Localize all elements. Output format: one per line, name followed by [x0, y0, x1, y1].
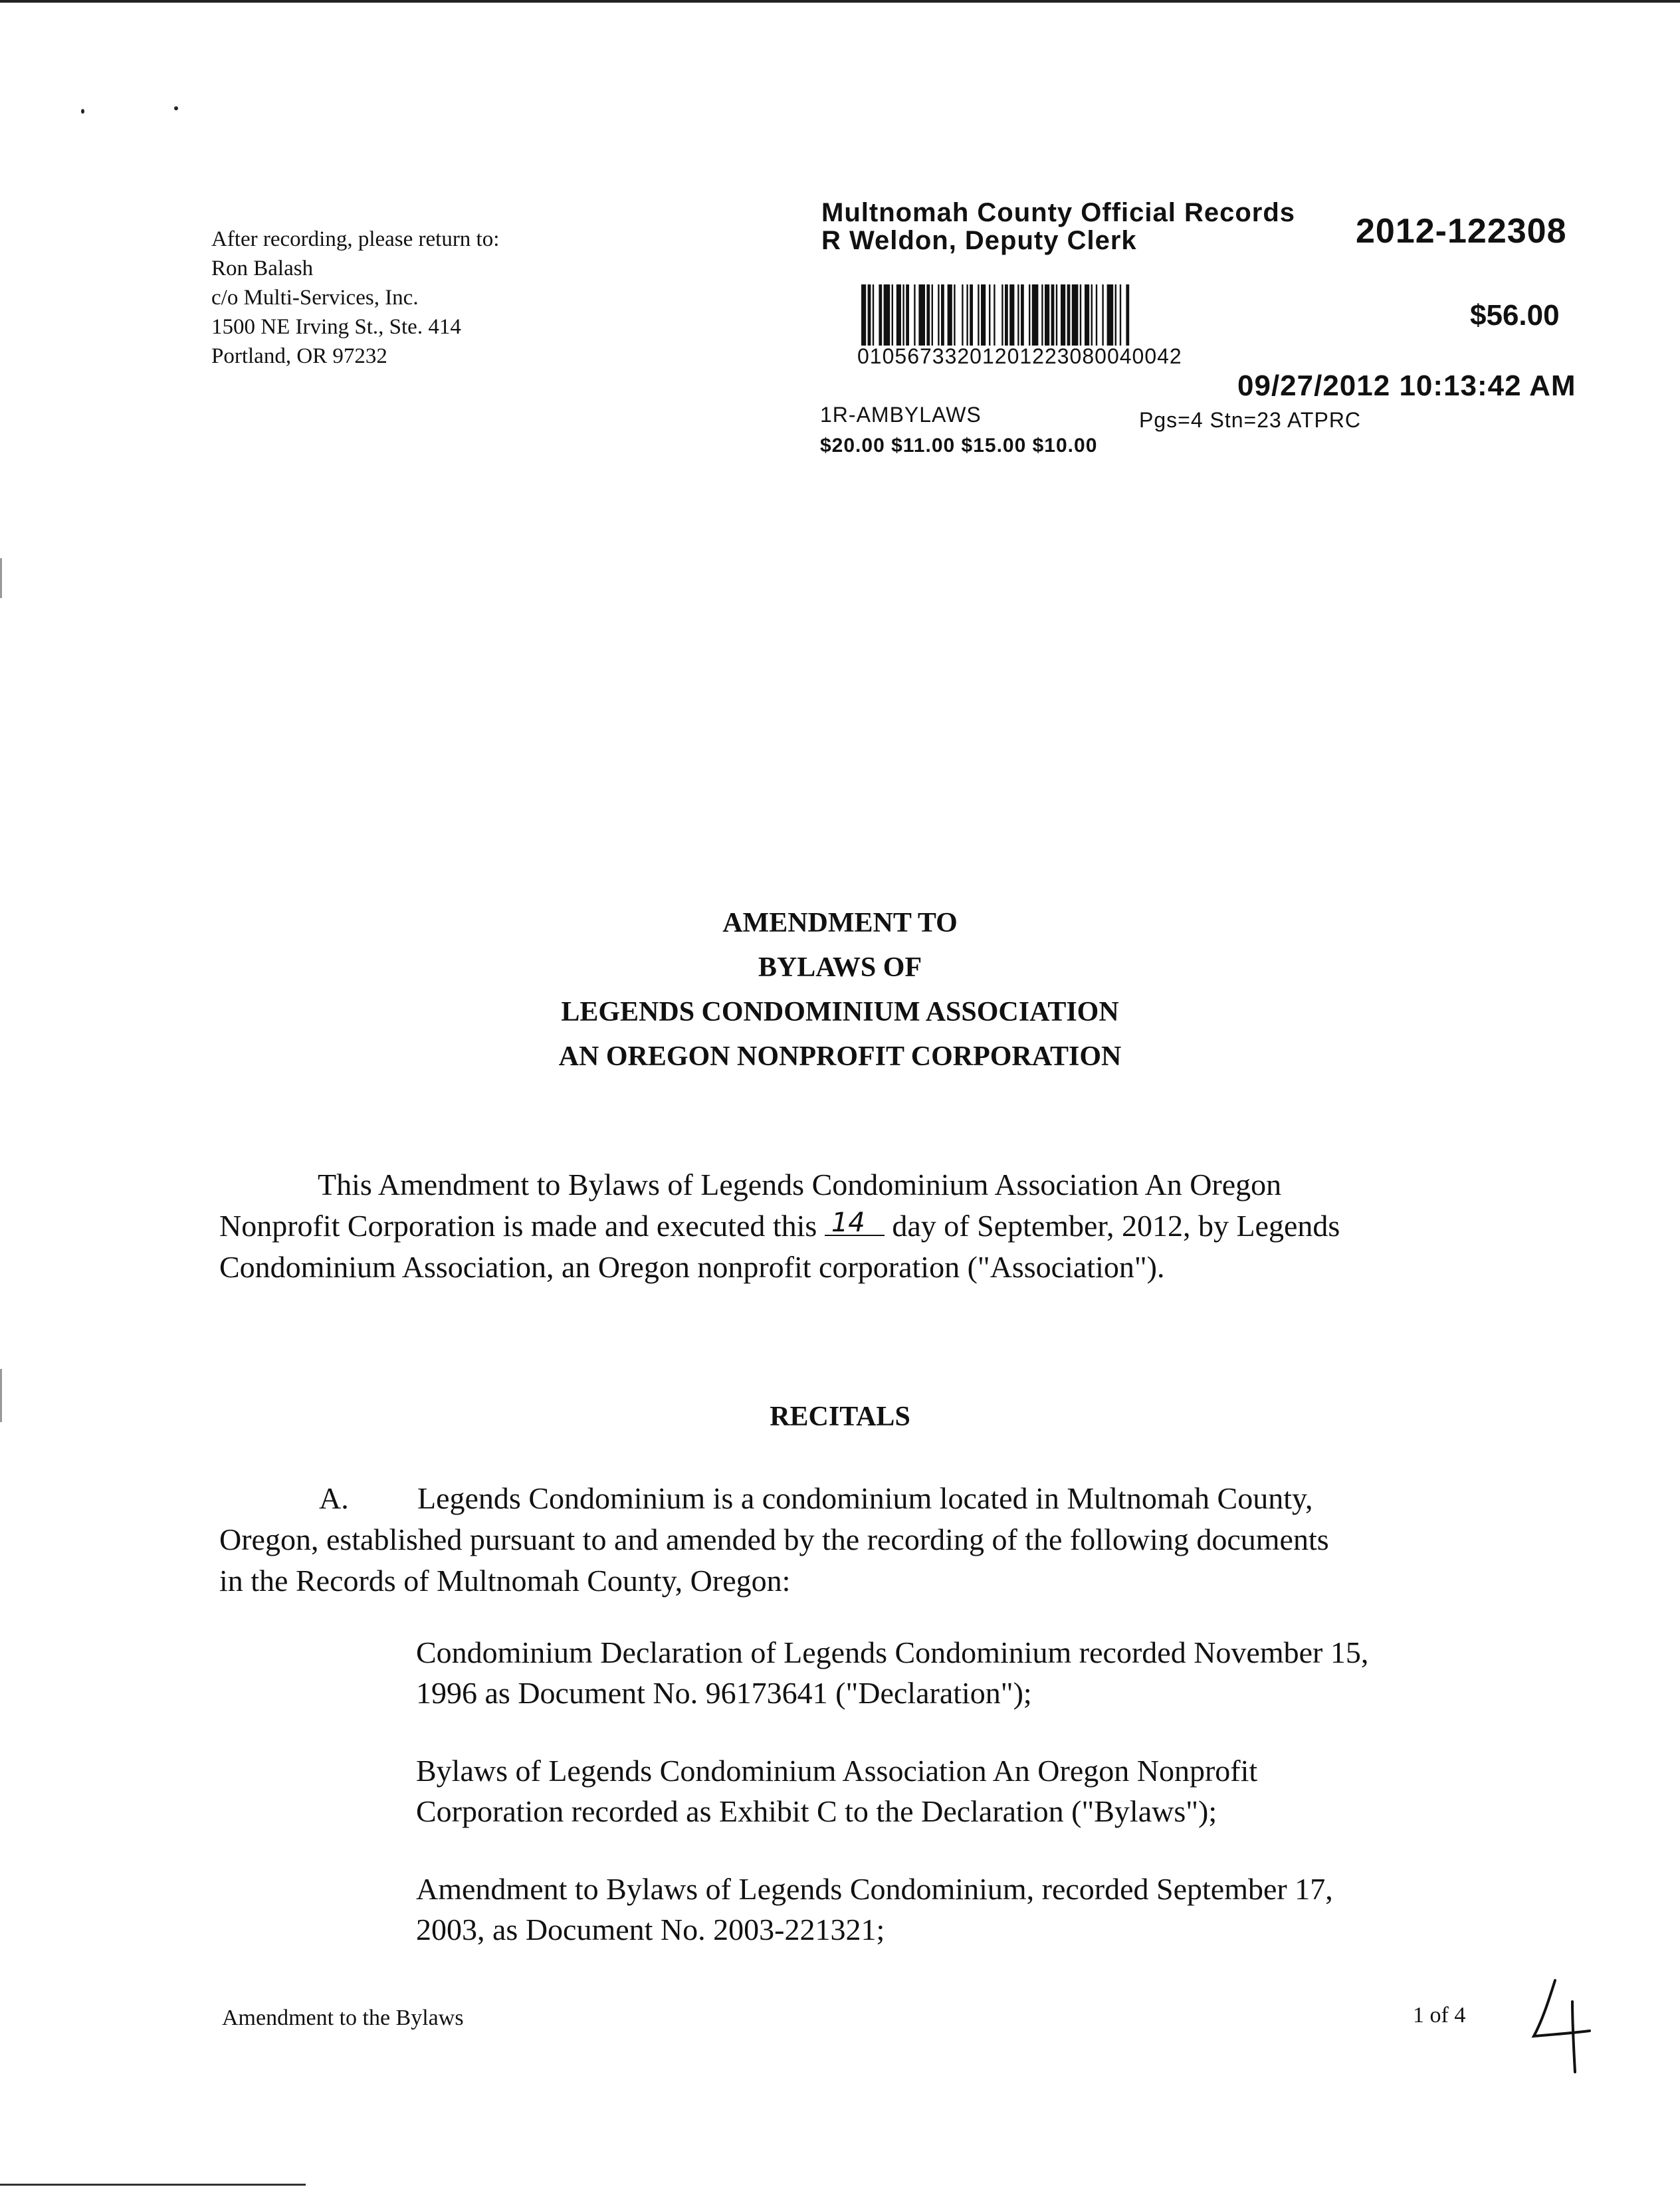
- item-line: 2003, as Document No. 2003-221321;: [416, 1913, 885, 1946]
- recital-text: Legends Condominium is a condominium located in Multnomah County,: [417, 1481, 1313, 1515]
- recorded-document-item: [416, 1632, 1479, 1713]
- intro-text: day of September, 2012, by Legends: [892, 1209, 1340, 1243]
- recital-line: [219, 1478, 1469, 1519]
- barcode-bar: [938, 284, 939, 346]
- barcode-bar: [994, 284, 995, 346]
- barcode-bar: [926, 284, 930, 346]
- title-line: AMENDMENT TO: [722, 908, 958, 938]
- intro-line: [219, 1205, 1469, 1247]
- barcode-bar: [918, 284, 925, 346]
- recital-a: [219, 1478, 1469, 1602]
- recital-letter: A.: [319, 1481, 349, 1515]
- recitals-heading: RECITALS: [770, 1402, 910, 1432]
- stamp-clerk: R Weldon, Deputy Clerk: [821, 226, 1137, 255]
- barcode-bar: [1056, 284, 1057, 346]
- handwritten-page-count: [1528, 1975, 1595, 2075]
- barcode-bar: [892, 284, 893, 346]
- barcode-bar: [966, 284, 968, 346]
- barcode-bar: [989, 284, 990, 346]
- stamp-pages-info: Pgs=4 Stn=23 ATPRC: [1139, 408, 1362, 432]
- barcode-bar: [1009, 284, 1014, 346]
- intro-line: This Amendment to Bylaws of Legends Condominium Association An Oregon: [318, 1168, 1282, 1201]
- title-line: LEGENDS CONDOMINIUM ASSOCIATION: [561, 997, 1119, 1027]
- barcode-bar: [861, 284, 866, 346]
- barcode-bar: [1045, 284, 1049, 346]
- barcode-bar: [941, 284, 944, 346]
- return-instruction: After recording, please return to:: [211, 227, 500, 251]
- stamp-datetime: 09/27/2012 10:13:42 AM: [1237, 369, 1576, 402]
- barcode-bar: [962, 284, 963, 346]
- barcode-bar: [1072, 284, 1079, 346]
- stamp-barcode-number: 01056733201201223080040042: [857, 344, 1182, 368]
- barcode-bar: [1096, 284, 1097, 346]
- title-line: BYLAWS OF: [758, 952, 922, 983]
- barcode-bar: [1032, 284, 1039, 346]
- barcode-bar: [902, 284, 904, 346]
- return-city: Portland, OR 97232: [211, 344, 387, 368]
- item-line: Bylaws of Legends Condominium Association An Oregon Nonprofit: [416, 1754, 1258, 1788]
- barcode-bar: [970, 284, 973, 346]
- barcode-bar: [1126, 284, 1129, 346]
- scan-edge-bottom: [0, 2184, 306, 2186]
- barcode: [861, 284, 1376, 346]
- return-street: 1500 NE Irving St., Ste. 414: [211, 315, 461, 339]
- title-line: AN OREGON NONPROFIT CORPORATION: [558, 1041, 1122, 1072]
- scan-edge-top: [0, 0, 1680, 3]
- barcode-bar: [868, 284, 871, 346]
- stamp-total-fee: $56.00: [1470, 299, 1560, 332]
- barcode-bar: [906, 284, 909, 346]
- item-line: Amendment to Bylaws of Legends Condominium, recorded September 17,: [416, 1872, 1333, 1906]
- barcode-bar: [1107, 284, 1114, 346]
- barcode-bar: [873, 284, 874, 346]
- footer-title: Amendment to the Bylaws: [222, 2006, 464, 2030]
- barcode-bar: [1005, 284, 1008, 346]
- recital-line: Oregon, established pursuant to and amended by the recording of the following documents: [219, 1522, 1329, 1556]
- item-line: 1996 as Document No. 96173641 ("Declaration");: [416, 1676, 1032, 1710]
- recital-line: in the Records of Multnomah County, Oregon:: [219, 1564, 791, 1598]
- scan-edge-left: [0, 558, 2, 598]
- barcode-bar: [1067, 284, 1071, 346]
- barcode-bar: [1080, 284, 1081, 346]
- barcode-bar: [896, 284, 901, 346]
- day-blank: [825, 1208, 885, 1236]
- handwritten-day: 14: [831, 1207, 865, 1238]
- page-number: 1 of 4: [1413, 2003, 1466, 2028]
- item-line: Condominium Declaration of Legends Condominium recorded November 15,: [416, 1635, 1369, 1669]
- barcode-bar: [1051, 284, 1055, 346]
- intro-paragraph: [219, 1164, 1469, 1288]
- scan-speck: [81, 109, 84, 114]
- item-line: Corporation recorded as Exhibit C to the Declaration ("Bylaws");: [416, 1794, 1217, 1828]
- stamp-document-number: 2012-122308: [1356, 212, 1567, 251]
- return-address: [211, 225, 499, 371]
- return-name: Ron Balash: [211, 257, 314, 280]
- barcode-bar: [1017, 284, 1019, 346]
- barcode-bar: [932, 284, 933, 346]
- recorded-document-item: [416, 1750, 1479, 1831]
- barcode-bar: [1102, 284, 1103, 346]
- recorded-document-item: [416, 1869, 1479, 1950]
- barcode-bar: [1029, 284, 1030, 346]
- barcode-bar: [948, 284, 952, 346]
- barcode-bar: [1085, 284, 1089, 346]
- barcode-bar: [1120, 284, 1121, 346]
- barcode-bar: [954, 284, 955, 346]
- barcode-bar: [1001, 284, 1003, 346]
- barcode-bar: [1021, 284, 1024, 346]
- intro-line: Condominium Association, an Oregon nonprofit corporation ("Association").: [219, 1250, 1165, 1284]
- document-title: [0, 901, 1680, 1079]
- scan-speck: [174, 106, 178, 110]
- stamp-doc-type: 1R-AMBYLAWS: [820, 403, 982, 427]
- return-company: c/o Multi-Services, Inc.: [211, 286, 419, 310]
- barcode-bar: [981, 284, 986, 346]
- barcode-bar: [978, 284, 979, 346]
- barcode-bar: [1091, 284, 1093, 346]
- intro-text: Nonprofit Corporation is made and executed this: [219, 1209, 817, 1243]
- stamp-county: Multnomah County Official Records: [821, 198, 1296, 227]
- barcode-bar: [879, 284, 882, 346]
- barcode-bar: [914, 284, 915, 346]
- barcode-bar: [884, 284, 891, 346]
- barcode-bar: [1115, 284, 1116, 346]
- barcode-bar: [1061, 284, 1065, 346]
- barcode-bar: [1041, 284, 1043, 346]
- stamp-fee-breakdown: $20.00 $11.00 $15.00 $10.00: [820, 435, 1098, 457]
